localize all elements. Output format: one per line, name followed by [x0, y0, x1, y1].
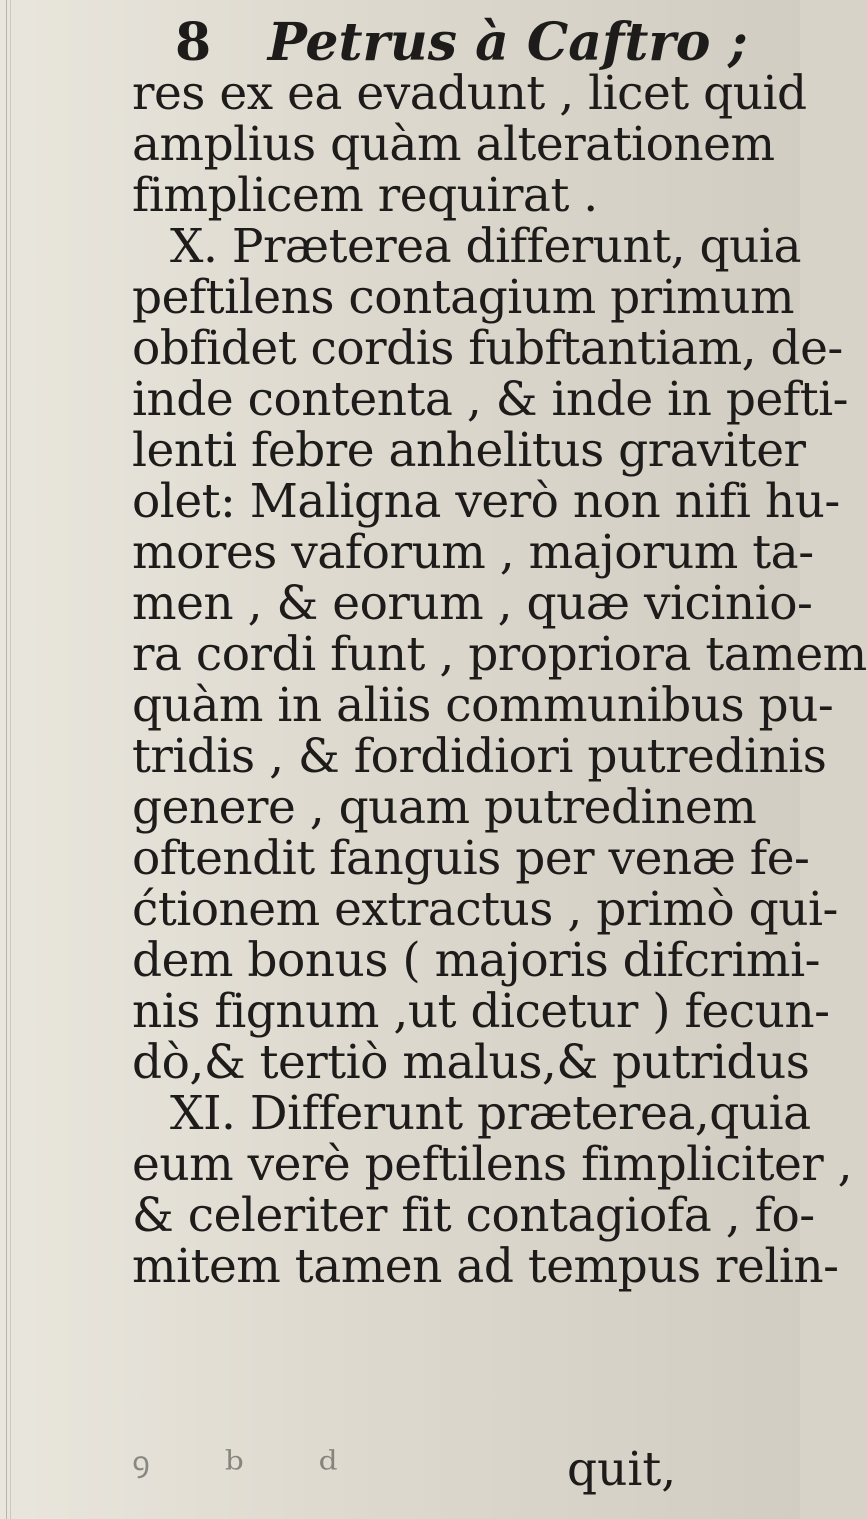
- text-line: peftilens contagium primum: [132, 270, 795, 325]
- text-line: men , & eorum , quæ vicinio-: [132, 576, 813, 631]
- text-line: olet: Maligna verò non nifi hu-: [132, 474, 840, 529]
- body-text: [132, 66, 867, 1294]
- text-line: eum verè peftilens fimpliciter ,: [132, 1137, 853, 1192]
- text-line: fimplicem requirat .: [132, 168, 598, 223]
- running-title: Petrus à Caftro ;: [267, 12, 748, 73]
- text-line: oftendit fanguis per venæ fe-: [132, 831, 810, 886]
- text-line: tridis , & fordidiori putredinis: [132, 729, 827, 784]
- gutter-line-left: [6, 0, 7, 1519]
- catchword-line: [132, 1444, 787, 1495]
- catchword: quit,: [567, 1442, 677, 1497]
- paragraph-x-start: X. Præterea differunt, quia: [170, 219, 801, 274]
- text-line: obfidet cordis fubftantiam, de-: [132, 321, 843, 376]
- gutter-line-left-2: [10, 0, 11, 1519]
- text-line: mores vaforum , majorum ta-: [132, 525, 814, 580]
- text-line: lenti febre anhelitus graviter: [132, 423, 806, 478]
- text-line: genere , quam putredinem: [132, 780, 757, 835]
- text-line: res ex ea evadunt , licet quid: [132, 66, 807, 121]
- text-line: inde contenta , & inde in pefti-: [132, 372, 848, 427]
- text-line: quàm in aliis communibus pu-: [132, 678, 834, 733]
- text-line: ćtionem extractus , primò qui-: [132, 882, 838, 937]
- text-line: amplius quàm alterationem: [132, 117, 775, 172]
- text-line: nis fignum ,ut dicetur ) fecun-: [132, 984, 830, 1039]
- paragraph-xi-start: XI. Differunt præterea,quia: [170, 1086, 811, 1141]
- text-line: ra cordi funt , propriora tamem: [132, 627, 867, 682]
- page-number: 8: [175, 12, 212, 73]
- page-header: [175, 12, 748, 74]
- text-line: & celeriter fit contagiofa , fo-: [132, 1188, 815, 1243]
- text-line: dò,& tertiò malus,& putridus: [132, 1035, 810, 1090]
- text-line: mitem tamen ad tempus relin-: [132, 1239, 839, 1294]
- text-line: dem bonus ( majoris difcrimi-: [132, 933, 820, 988]
- signature-marks: ꝰ ᵇ ᵈ: [132, 1442, 368, 1497]
